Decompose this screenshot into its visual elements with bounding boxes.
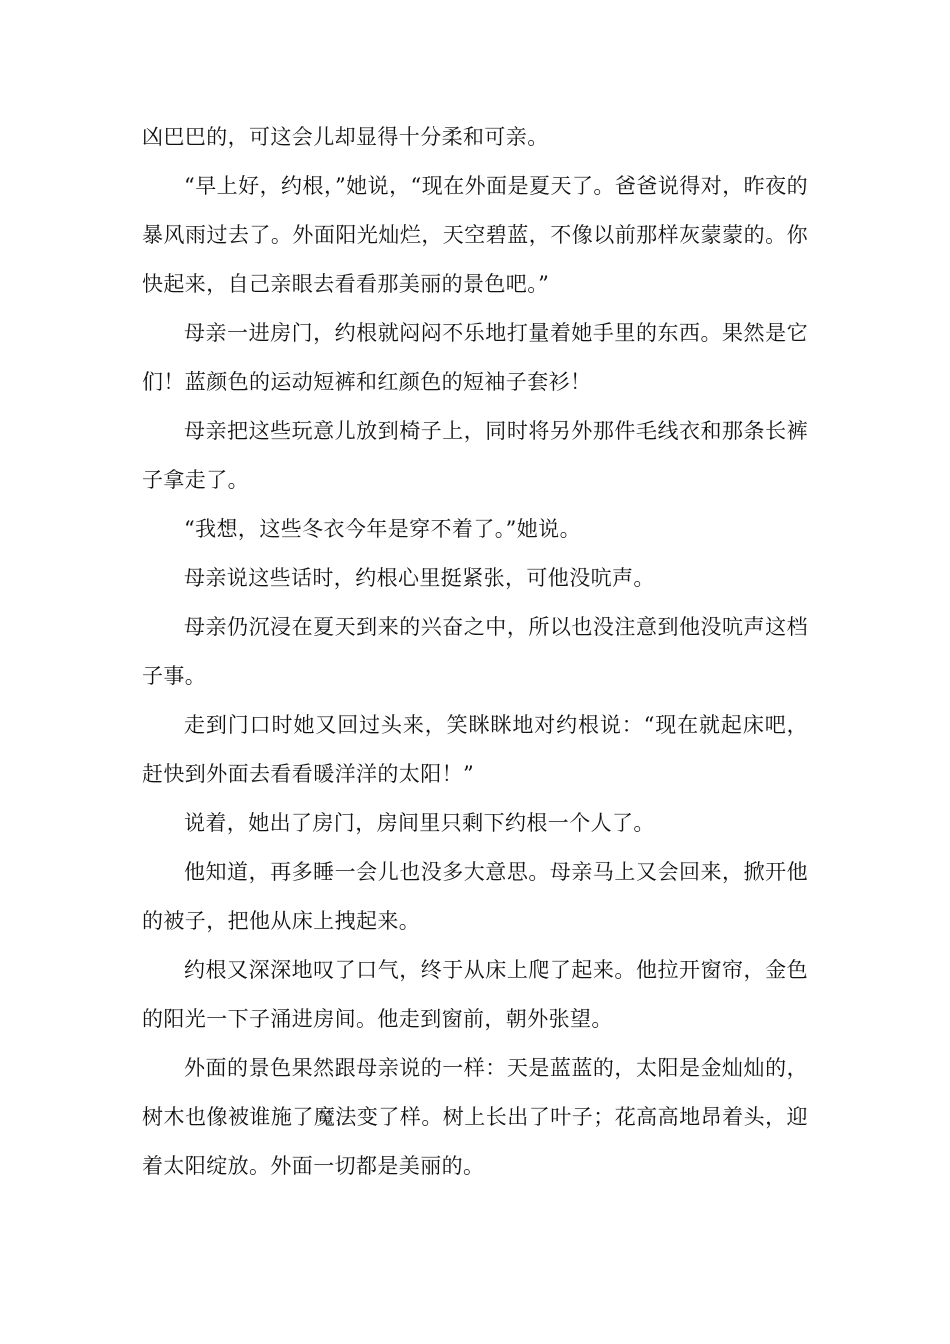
paragraph-6: 母亲说这些话时，约根心里挺紧张，可他没吭声。 [184,566,655,590]
paragraph-4: 母亲把这些玩意儿放到椅子上，同时将另外那件毛线衣和那条长裤子拿走了。 [142,419,808,492]
paragraph-12: 外面的景色果然跟母亲说的一样：天是蓝蓝的，太阳是金灿灿的，树木也像被谁施了魔法变了样。树上长出了叶子；花高高地昂着头，迎着太阳绽放。外面一切都是美丽的。 [142,1056,808,1178]
paragraph-3: 母亲一进房门，约根就闷闷不乐地打量着她手里的东西。果然是它们！蓝颜色的运动短裤和红颜色的短袖子套衫！ [142,321,808,394]
paragraph-1: 凶巴巴的，可这会儿却显得十分柔和可亲。 [142,125,549,149]
paragraph-9: 说着，她出了房门，房间里只剩下约根一个人了。 [184,811,655,835]
body-text [142,113,808,1191]
paragraph-10: 他知道，再多睡一会儿也没多大意思。母亲马上又会回来，掀开他的被子，把他从床上拽起来。 [142,860,808,933]
paragraph-2: “早上好，约根，”她说，“现在外面是夏天了。爸爸说得对，昨夜的暴风雨过去了。外面阳光灿烂，天空碧蓝，不像以前那样灰蒙蒙的。你快起来，自己亲眼去看看那美丽的景色吧。” [142,174,808,296]
paragraph-7: 母亲仍沉浸在夏天到来的兴奋之中，所以也没注意到他没吭声这档子事。 [142,615,808,688]
paragraph-8: 走到门口时她又回过头来，笑眯眯地对约根说：“现在就起床吧，赶快到外面去看看暖洋洋的太阳！” [142,713,808,786]
paragraph-11: 约根又深深地叹了口气，终于从床上爬了起来。他拉开窗帘，金色的阳光一下子涌进房间。他走到窗前，朝外张望。 [142,958,808,1031]
paragraph-5: “我想，这些冬衣今年是穿不着了。”她说。 [184,517,581,541]
